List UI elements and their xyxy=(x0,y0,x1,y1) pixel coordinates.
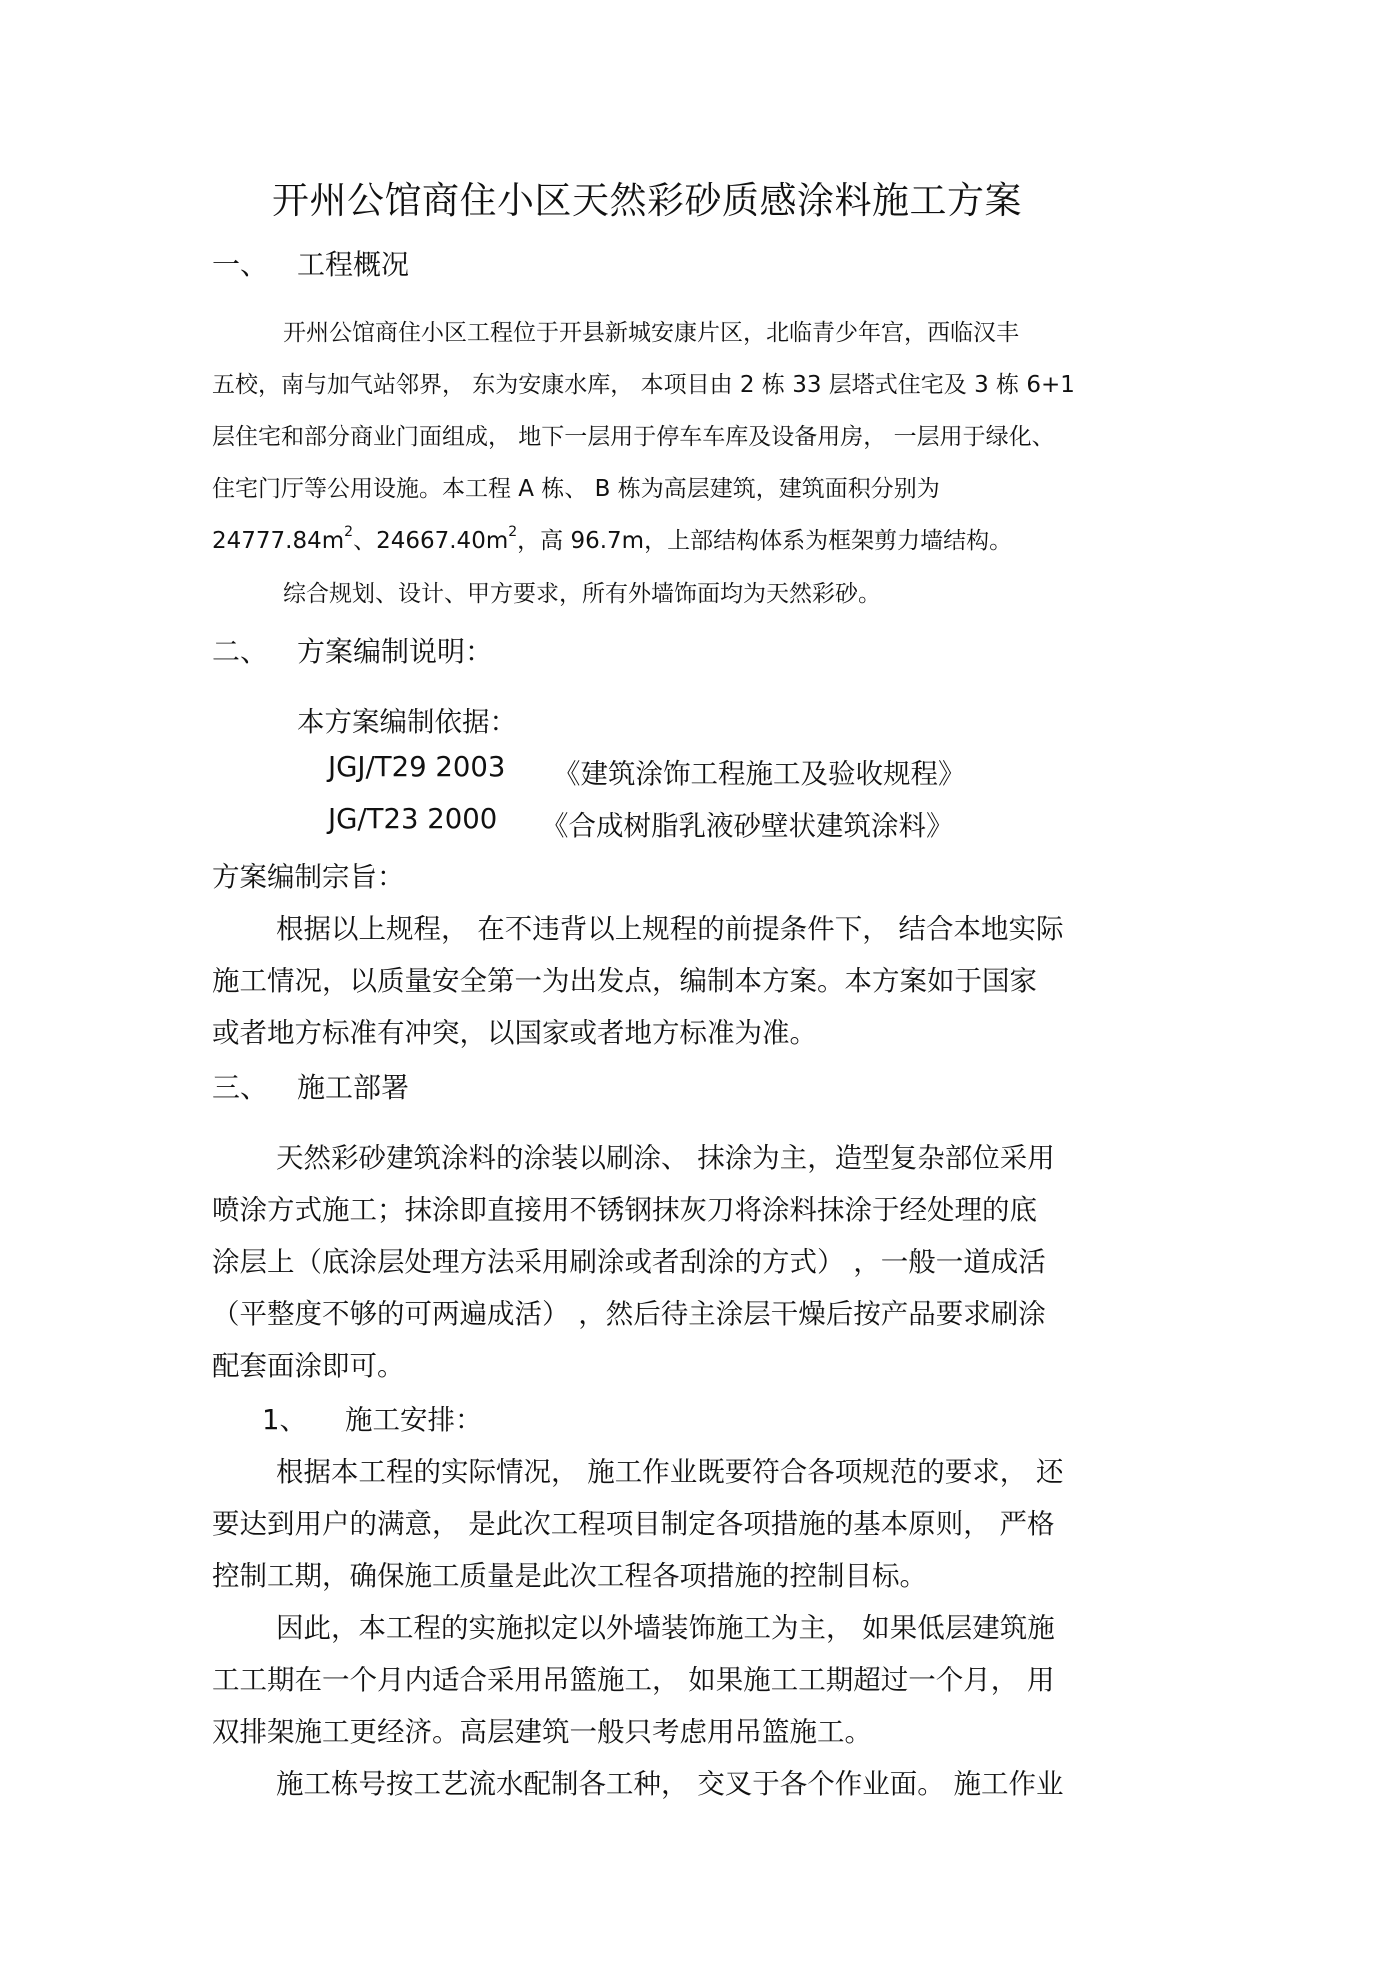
document-title: 开州公馆商住小区天然彩砂质感涂料施工方案 xyxy=(272,179,1022,222)
arrangement-p1-line-3: 控制工期，确保施工质量是此次工程各项措施的控制目标。 xyxy=(212,1560,927,1592)
section-3-number: 三、 xyxy=(212,1071,269,1104)
arrangement-p1-line-1: 根据本工程的实际情况， 施工作业既要符合各项规范的要求， 还 xyxy=(276,1456,1064,1488)
purpose-line-2: 施工情况，以质量安全第一为出发点，编制本方案。本方案如于国家 xyxy=(212,965,1037,997)
arrangement-p2-line-3: 双排架施工更经济。高层建筑一般只考虑用吊篮施工。 xyxy=(212,1716,872,1748)
arrangement-p3-line-1: 施工栋号按工艺流水配制各工种， 交叉于各个作业面。 施工作业 xyxy=(276,1768,1064,1800)
overview-line-5 xyxy=(212,522,1012,555)
subsection-1-heading: 施工安排： xyxy=(345,1404,483,1436)
deployment-line-1: 天然彩砂建筑涂料的涂装以刷涂、 抹涂为主，造型复杂部位采用 xyxy=(276,1142,1055,1174)
deployment-line-4: （平整度不够的可两遍成活） ，然后待主涂层干燥后按产品要求刷涂 xyxy=(212,1298,1046,1330)
basis-label: 本方案编制依据： xyxy=(297,706,517,738)
overview-line-6: 综合规划、设计、甲方要求，所有外墙饰面均为天然彩砂。 xyxy=(283,581,881,607)
area-unit-superscript: 2 xyxy=(508,524,518,540)
purpose-line-1: 根据以上规程， 在不违背以上规程的前提条件下， 结合本地实际 xyxy=(276,913,1064,945)
standard-2-name: 《合成树脂乳液砂壁状建筑涂料》 xyxy=(541,810,954,842)
purpose-line-3: 或者地方标准有冲突，以国家或者地方标准为准。 xyxy=(212,1017,817,1049)
section-3-heading: 施工部署 xyxy=(297,1071,410,1104)
section-1-number: 一、 xyxy=(212,248,269,281)
section-1-heading: 工程概况 xyxy=(297,248,410,281)
overview-line-4: 住宅门厅等公用设施。本工程 A 栋、 B 栋为高层建筑，建筑面积分别为 xyxy=(212,476,940,502)
area-a-value: 24777.84m xyxy=(212,528,345,554)
arrangement-p1-line-2: 要达到用户的满意， 是此次工程项目制定各项措施的基本原则， 严格 xyxy=(212,1508,1055,1540)
arrangement-p2-line-1: 因此，本工程的实施拟定以外墙装饰施工为主， 如果低层建筑施 xyxy=(276,1612,1055,1644)
area-b-value: 、24667.40m xyxy=(353,528,509,554)
deployment-line-3: 涂层上（底涂层处理方法采用刷涂或者刮涂的方式） ，一般一道成活 xyxy=(212,1246,1046,1278)
overview-line-1: 开州公馆商住小区工程位于开县新城安康片区，北临青少年宫，西临汉丰 xyxy=(283,320,1019,346)
standard-1-name: 《建筑涂饰工程施工及验收规程》 xyxy=(553,758,966,790)
section-2-heading: 方案编制说明： xyxy=(297,635,494,668)
overview-line-2: 五校，南与加气站邻界， 东为安康水库， 本项目由 2 栋 33 层塔式住宅及 3 栋 6+1 xyxy=(212,372,1075,398)
area-unit-superscript: 2 xyxy=(344,524,354,540)
overview-line-3: 层住宅和部分商业门面组成， 地下一层用于停车车库及设备用房， 一层用于绿化、 xyxy=(212,424,1055,450)
standard-1-code: JGJ/T29 2003 xyxy=(328,751,506,783)
overview-line-5-rest: ，高 96.7m，上部结构体系为框架剪力墙结构。 xyxy=(517,528,1013,554)
deployment-line-5: 配套面涂即可。 xyxy=(212,1350,405,1382)
arrangement-p2-line-2: 工工期在一个月内适合采用吊篮施工， 如果施工工期超过一个月， 用 xyxy=(212,1664,1055,1696)
standard-2-code: JG/T23 2000 xyxy=(328,803,498,835)
section-2-number: 二、 xyxy=(212,635,269,668)
purpose-label: 方案编制宗旨： xyxy=(212,861,405,893)
deployment-line-2: 喷涂方式施工；抹涂即直接用不锈钢抹灰刀将涂料抹涂于经处理的底 xyxy=(212,1194,1037,1226)
subsection-1-number: 1、 xyxy=(262,1404,307,1436)
